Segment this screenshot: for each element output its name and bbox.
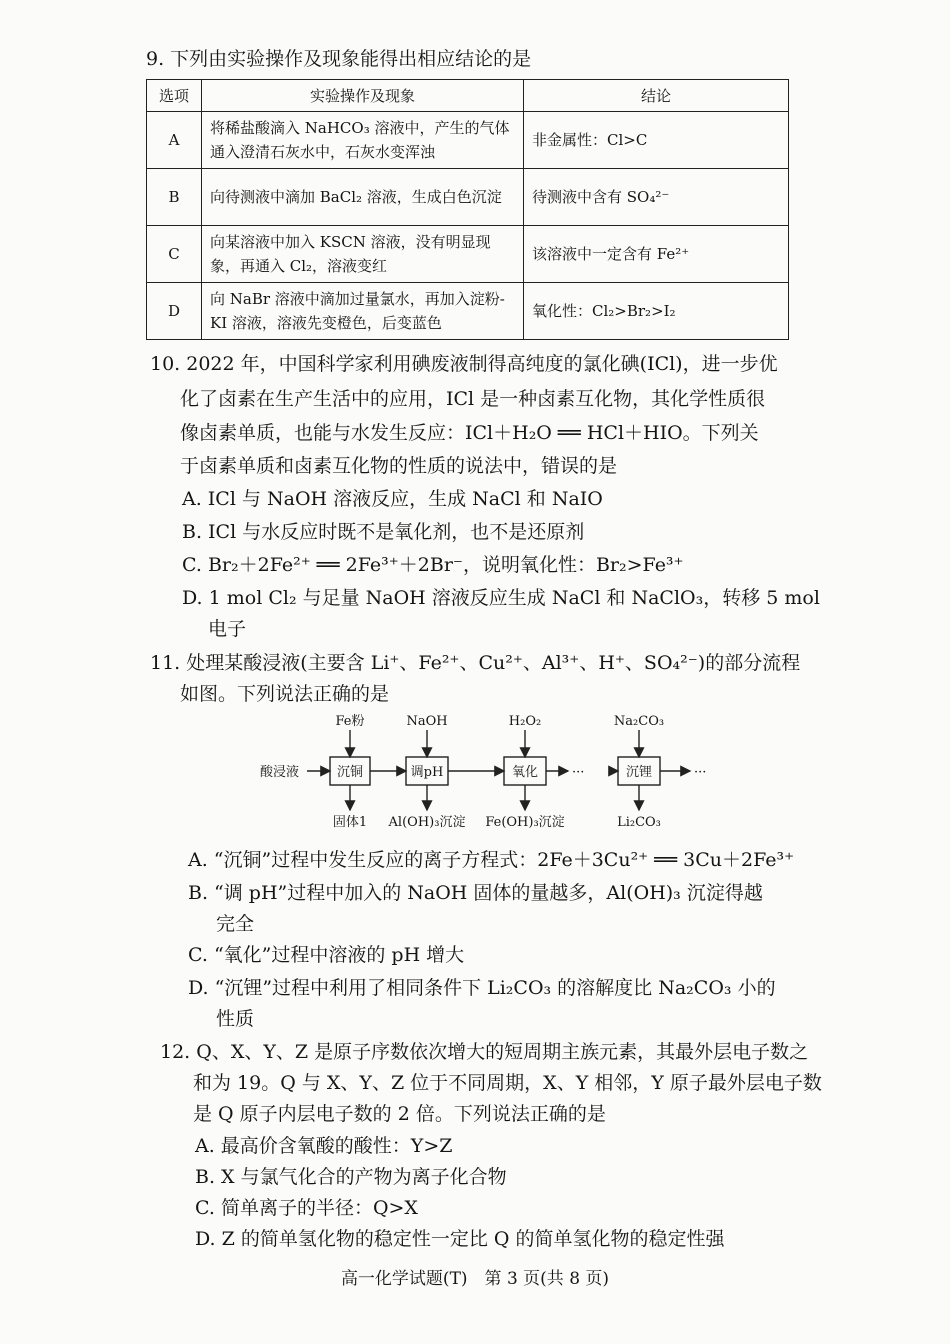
q9-row-conclusion: 待测液中含有 SO₄²⁻ — [524, 169, 789, 226]
q10-option-d-cont: 电子 — [208, 618, 247, 640]
q12-stem-line: 是 Q 原子内层电子数的 2 倍。下列说法正确的是 — [193, 1103, 606, 1125]
q10-stem-line: 10. 2022 年，中国科学家利用碘废液制得高纯度的氯化碘(ICl)，进一步优 — [150, 353, 778, 375]
q11-stem-line: 如图。下列说法正确的是 — [180, 683, 390, 705]
q10-stem-line: 于卤素单质和卤素互化物的性质的说法中，错误的是 — [180, 455, 618, 477]
q12-option-c: C. 简单离子的半径：Q>X — [195, 1197, 418, 1219]
q9-row-conclusion: 非金属性：Cl>C — [524, 112, 789, 169]
q10-stem-line: 像卤素单质，也能与水发生反应：ICl＋H₂O ══ HCl＋HIO。下列关 — [180, 422, 759, 444]
page-footer: 高一化学试题(T) 第 3 页(共 8 页) — [340, 1269, 610, 1289]
flow-product-1: 固体1 — [332, 815, 368, 830]
flow-product-2: Al(OH)₃沉淀 — [388, 815, 466, 830]
table-row — [147, 169, 789, 226]
table-row — [147, 112, 789, 169]
q12-stem-line: 和为 19。Q 与 X、Y、Z 位于不同周期，X、Y 相邻，Y 原子最外层电子数 — [193, 1072, 822, 1094]
q9-header-operation: 实验操作及现象 — [202, 80, 524, 112]
q9-row-operation: 向待测液中滴加 BaCl₂ 溶液，生成白色沉淀 — [202, 169, 524, 226]
q9-header-conclusion: 结论 — [524, 80, 789, 112]
q11-option-d: D. “沉锂”过程中利用了相同条件下 Li₂CO₃ 的溶解度比 Na₂CO₃ 小的 — [188, 977, 776, 999]
q9-header-option: 选项 — [147, 80, 202, 112]
table-row — [147, 283, 789, 340]
q12-option-b: B. X 与氯气化合的产物为离子化合物 — [195, 1166, 507, 1188]
q12-stem-line: 12. Q、X、Y、Z 是原子序数依次增大的短周期主族元素，其最外层电子数之 — [160, 1041, 809, 1063]
flow-step-1: 沉铜 — [336, 765, 364, 780]
q9-row-conclusion: 该溶液中一定含有 Fe²⁺ — [524, 226, 789, 283]
flow-ellipsis-end: ··· — [694, 765, 707, 780]
q11-option-b-cont: 完全 — [216, 913, 255, 935]
flow-reagent-3: H₂O₂ — [508, 714, 542, 729]
q9-row-operation: 向 NaBr 溶液中滴加过量氯水，再加入淀粉-KI 溶液，溶液先变橙色，后变蓝色 — [202, 283, 524, 340]
q11-flowchart — [250, 710, 730, 835]
flow-step-2: 调pH — [410, 765, 444, 780]
flow-input: 酸浸液 — [260, 765, 300, 780]
q10-option-c: C. Br₂＋2Fe²⁺ ══ 2Fe³⁺＋2Br⁻，说明氧化性：Br₂>Fe³⁺ — [182, 554, 684, 576]
q11-option-a: A. “沉铜”过程中发生反应的离子方程式：2Fe＋3Cu²⁺ ══ 3Cu＋2Fe³⁺ — [188, 849, 795, 871]
flow-reagent-4: Na₂CO₃ — [613, 714, 665, 729]
q9-row-label: A — [147, 112, 202, 169]
flow-ellipsis: ··· — [572, 765, 585, 780]
q9-table — [146, 79, 789, 340]
q10-option-d: D. 1 mol Cl₂ 与足量 NaOH 溶液反应生成 NaCl 和 NaClO₃，转移 5 mol — [182, 587, 820, 609]
q11-option-d-cont: 性质 — [216, 1008, 255, 1030]
q9-row-label: B — [147, 169, 202, 226]
q9-row-operation: 向某溶液中加入 KSCN 溶液，没有明显现象，再通入 Cl₂，溶液变红 — [202, 226, 524, 283]
q12-option-a: A. 最高价含氧酸的酸性：Y>Z — [195, 1135, 453, 1157]
table-row — [147, 226, 789, 283]
q10-option-a: A. ICl 与 NaOH 溶液反应，生成 NaCl 和 NaIO — [182, 488, 603, 510]
flow-reagent-2: NaOH — [406, 714, 448, 729]
q9-row-label: D — [147, 283, 202, 340]
q9-stem: 9. 下列由实验操作及现象能得出相应结论的是 — [146, 48, 532, 70]
flow-step-3: 氧化 — [511, 765, 539, 780]
flow-product-4: Li₂CO₃ — [617, 815, 661, 830]
flow-reagent-1: Fe粉 — [335, 714, 365, 729]
q11-stem-line: 11. 处理某酸浸液(主要含 Li⁺、Fe²⁺、Cu²⁺、Al³⁺、H⁺、SO₄²⁻)的部分流程 — [150, 652, 801, 674]
q9-row-operation: 将稀盐酸滴入 NaHCO₃ 溶液中，产生的气体通入澄清石灰水中，石灰水变浑浊 — [202, 112, 524, 169]
q10-stem-line: 化了卤素在生产生活中的应用，ICl 是一种卤素互化物，其化学性质很 — [180, 388, 766, 410]
q12-option-d: D. Z 的简单氢化物的稳定性一定比 Q 的简单氢化物的稳定性强 — [195, 1228, 725, 1250]
q9-table-header — [147, 80, 789, 112]
q11-option-c: C. “氧化”过程中溶液的 pH 增大 — [188, 944, 465, 966]
q11-option-b: B. “调 pH”过程中加入的 NaOH 固体的量越多，Al(OH)₃ 沉淀得越 — [188, 882, 763, 904]
q9-row-conclusion: 氧化性：Cl₂>Br₂>I₂ — [524, 283, 789, 340]
flow-step-4: 沉锂 — [625, 765, 653, 780]
flow-product-3: Fe(OH)₃沉淀 — [485, 815, 565, 830]
q10-option-b: B. ICl 与水反应时既不是氧化剂，也不是还原剂 — [182, 521, 585, 543]
q9-row-label: C — [147, 226, 202, 283]
